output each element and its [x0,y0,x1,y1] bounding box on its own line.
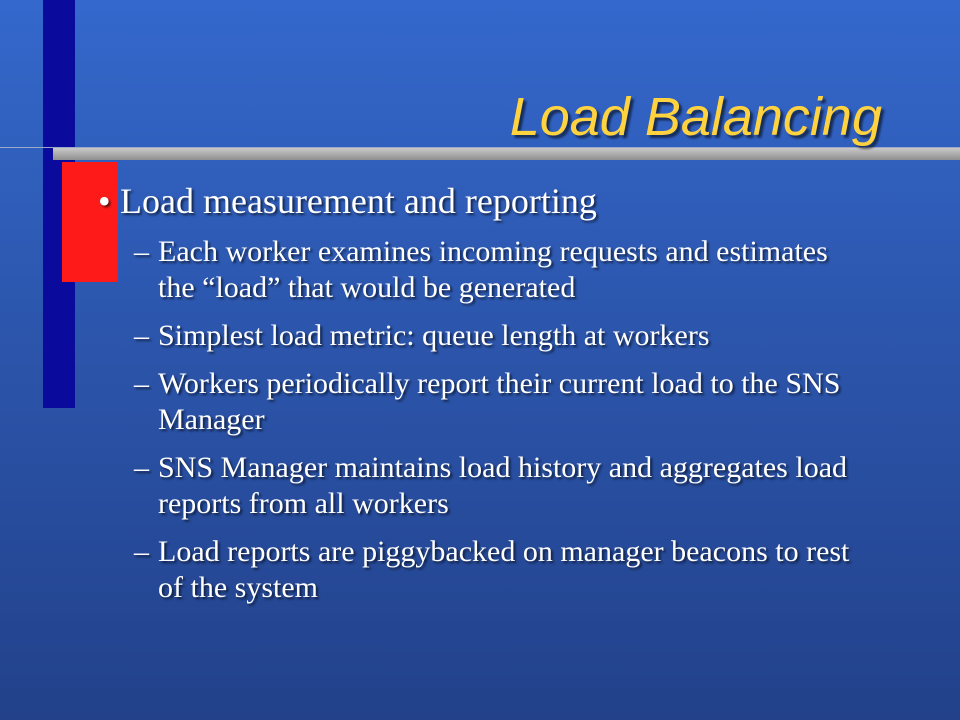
sub-bullet-text: Simplest load metric: queue length at workers [158,319,710,352]
bullet-marker: • [98,181,111,221]
dash-marker: – [134,535,149,568]
sub-bullet [98,366,868,438]
sub-bullet-text: SNS Manager maintains load history and aggregates load reports from all workers [158,451,848,520]
sub-bullet-list [98,234,868,606]
sub-bullet [98,318,868,354]
sub-bullet [98,450,868,522]
main-bullet [98,180,868,222]
dash-marker: – [134,451,149,484]
sub-bullet-text: Each worker examines incoming requests and estimates the “load” that would be generated [158,235,828,304]
slide-title: Load Balancing [509,87,882,147]
dash-marker: – [134,319,149,352]
sub-bullet-text: Workers periodically report their current load to the SNS Manager [158,367,841,436]
decorative-gray-bar [53,148,960,160]
slide-content [98,180,868,618]
sub-bullet-text: Load reports are piggybacked on manager beacons to rest of the system [158,535,850,604]
main-bullet-text: Load measurement and reporting [120,181,597,221]
dash-marker: – [134,235,149,268]
dash-marker: – [134,367,149,400]
sub-bullet [98,234,868,306]
sub-bullet [98,534,868,606]
